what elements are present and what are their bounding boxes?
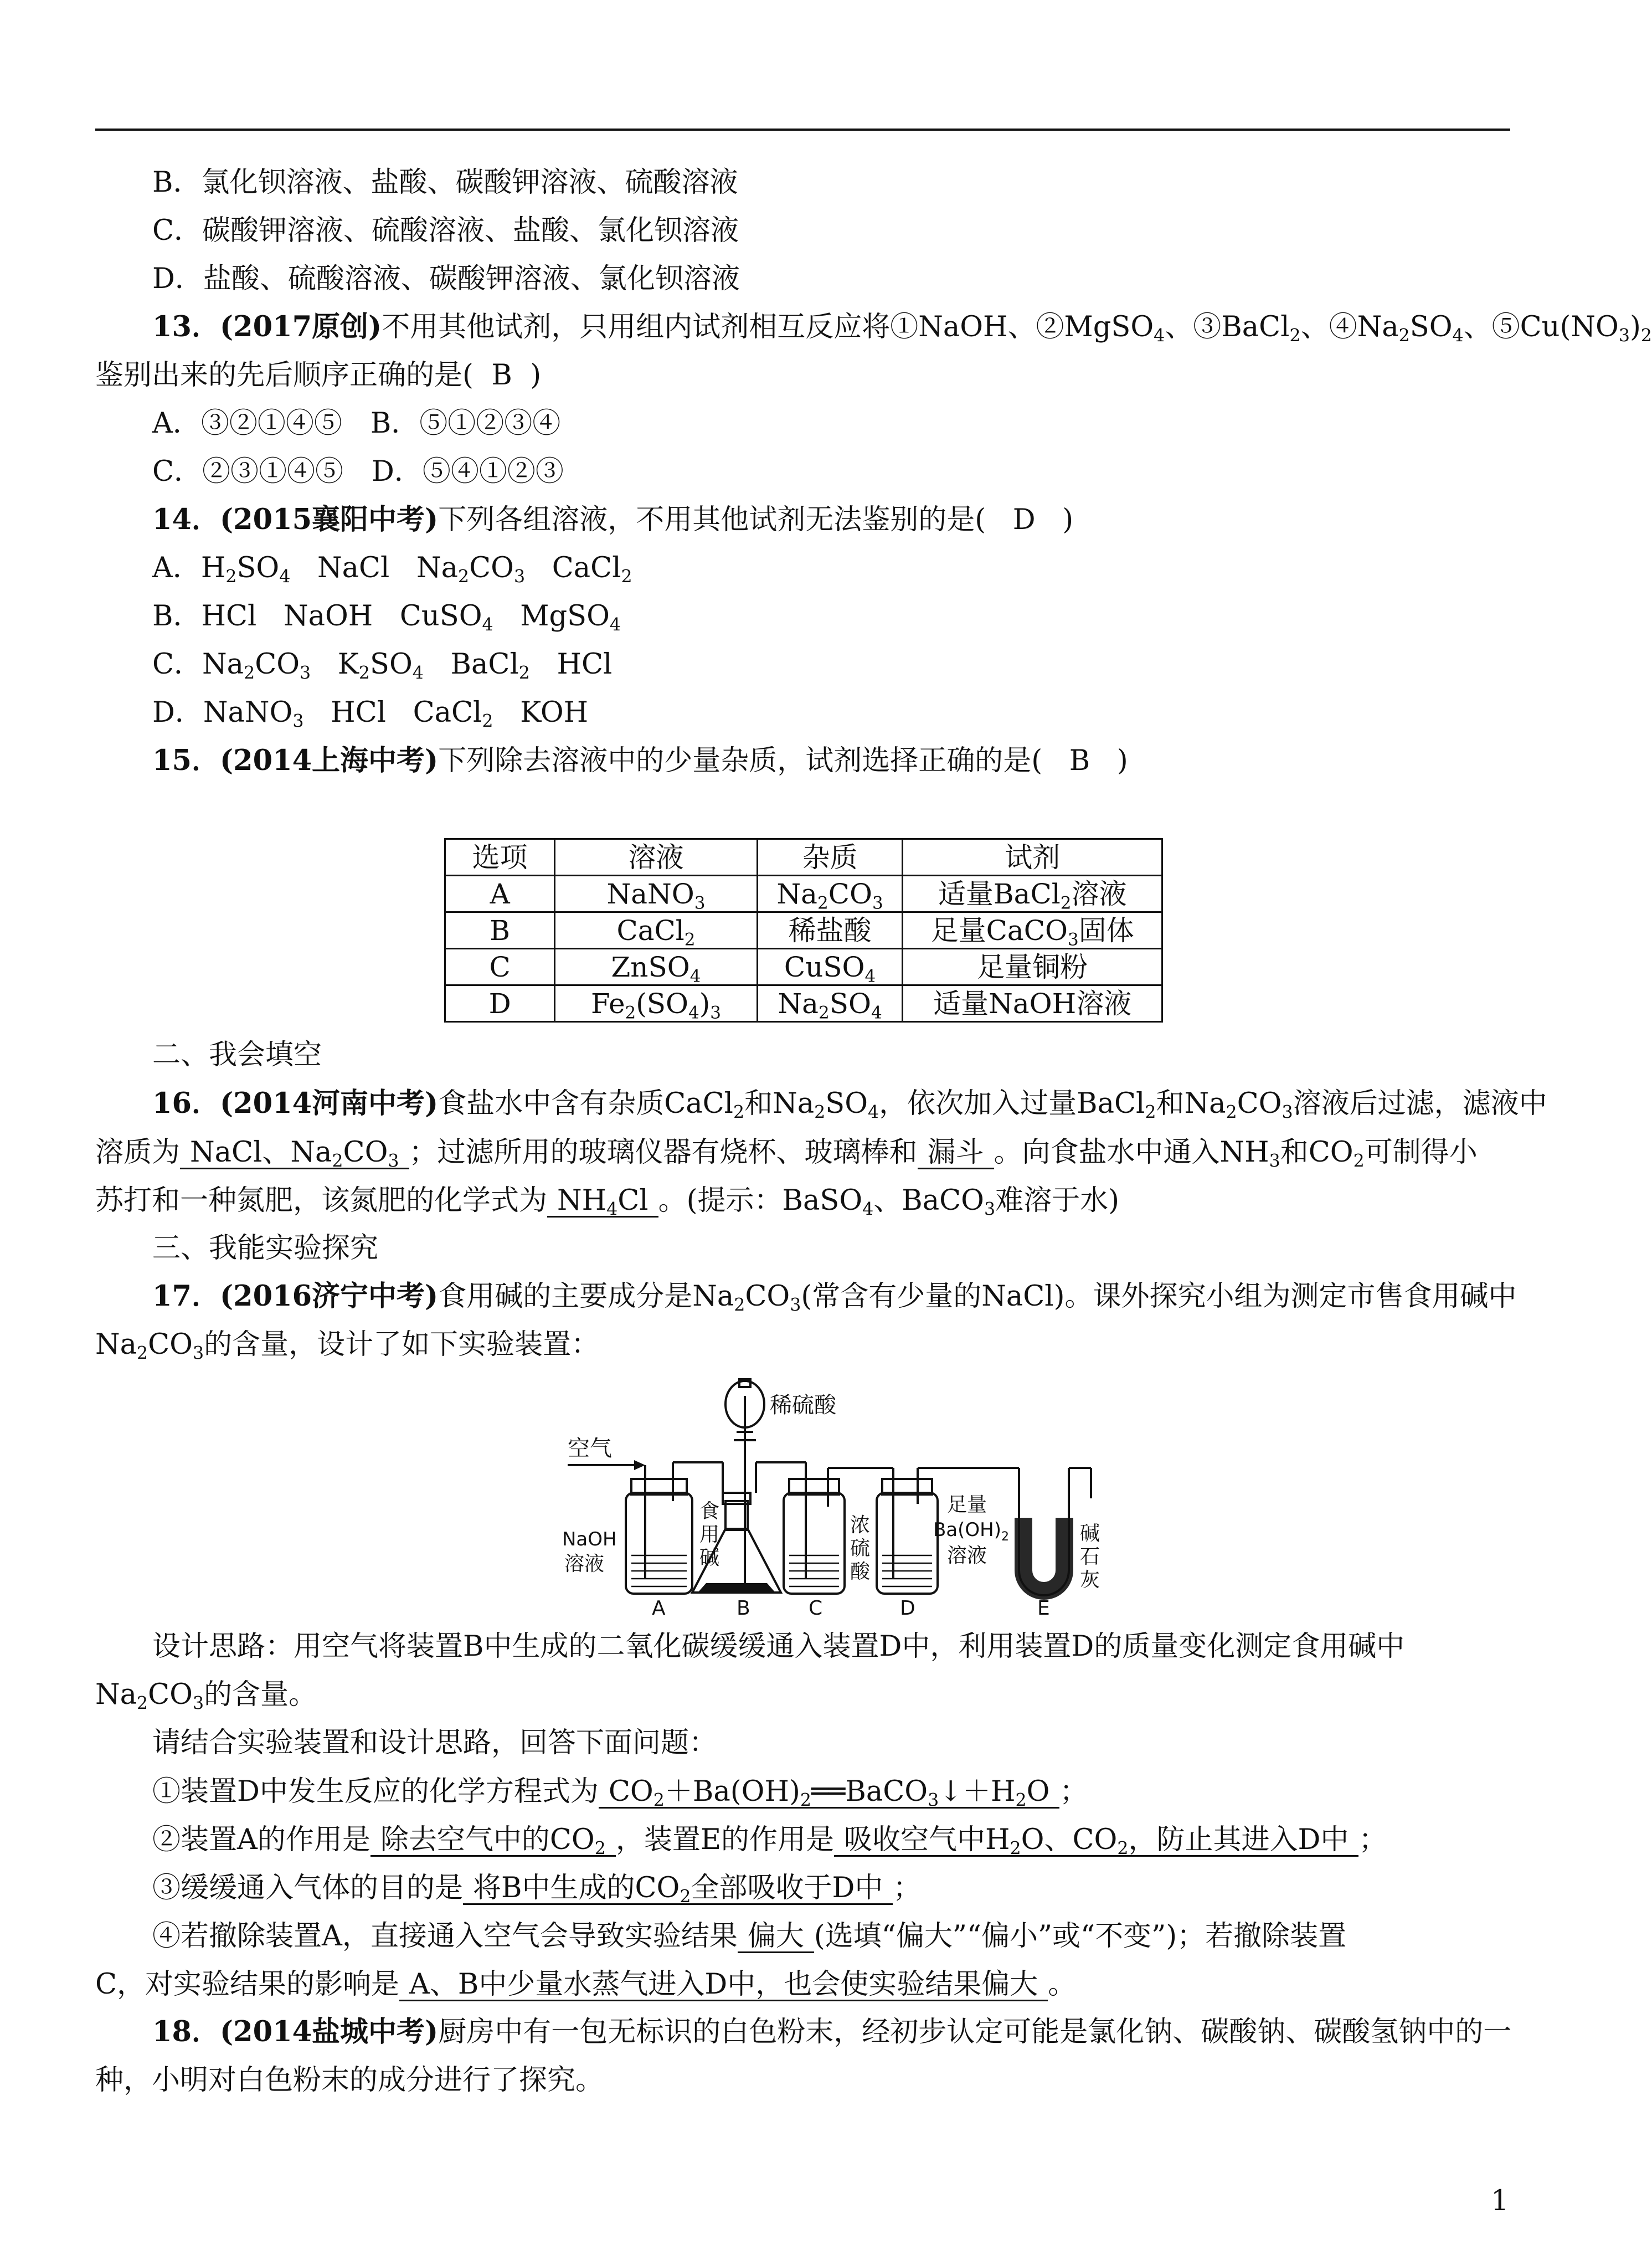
table-cell: 足量CaCO$_3$固体: [903, 912, 1162, 949]
q17-line2: $Na_2CO_3$的含量，设计了如下实验装置：: [95, 1328, 600, 1364]
q14-answer: D: [1012, 504, 1036, 536]
table-cell: C: [445, 949, 555, 985]
q17-prompt: 请结合实验装置和设计思路，回答下面问题：: [152, 1727, 718, 1759]
q18-line2: 种，小明对白色粉末的成分进行了探究。: [95, 2064, 604, 2097]
q17-sub1: ①装置D中发生反应的化学方程式为 $CO_2+Ba(OH)_2══BaCO_3↓+H_2O$ ；: [152, 1775, 1088, 1811]
q18-line1: 18．(2014盐城中考)厨房中有一包无标识的白色粉末，经初步认定可能是氯化钠、碳酸钠、碳酸氢钠中的一: [152, 2015, 1512, 2048]
q16-line3: 苏打和一种氮肥，该氮肥的化学式为 $NH_4Cl$ 。(提示：BaSO$_4$、BaCO$_3$难溶于水): [95, 1184, 1119, 1220]
label-baoh-amount: 足量: [947, 1493, 987, 1516]
label-baoh: $Ba(OH)_2$: [933, 1519, 1010, 1544]
q17-line1: 17．(2016济宁中考)食用碱的主要成分是$Na_2CO_3$(常含有少量的NaCl)。课外探究小组为测定市售食用碱中: [152, 1280, 1517, 1316]
table-cell: 适量NaOH溶液: [903, 985, 1162, 1022]
q17-answer-equation: $CO_2+Ba(OH)_2══BaCO_3↓+H_2O$: [599, 1777, 1059, 1809]
q14-stem: 14．(2015襄阳中考)下列各组溶液，不用其他试剂无法鉴别的是( D ): [152, 503, 1074, 536]
q17-sub4: ④若撤除装置A，直接通入空气会导致实验结果 偏大 (选填“偏大”“偏小”或“不变”)；若撤除装置: [152, 1920, 1347, 1953]
q17-design-line1: 设计思路：用空气将装置B中生成的二氧化碳缓缓通入装置D中，利用装置D的质量变化测定食用碱中: [152, 1630, 1405, 1663]
q16-line1: 16．(2014河南中考)食盐水中含有杂质CaCl$_2$和$Na_2SO_4$，依次加入过量BaCl$_2$和$Na_2CO_3$溶液后过滤，滤液中: [152, 1087, 1547, 1123]
q15-stem: 15．(2014上海中考)下列除去溶液中的少量杂质，试剂选择正确的是( B ): [152, 744, 1128, 777]
q14-option-a: A．$H_2SO_4$ NaCl $Na_2CO_3$ CaCl$_2$: [152, 552, 632, 587]
table-row: [445, 949, 1162, 985]
section-heading-experiment: 三、我能实验探究: [152, 1232, 379, 1265]
q14-option-d: D．NaNO$_3$ HCl CaCl$_2$ KOH: [152, 696, 589, 732]
table-cell: A: [445, 876, 555, 912]
q14-option-b: B．HCl NaOH CuSO$_4$ MgSO$_4$: [152, 600, 621, 635]
label-naoh-solution: 溶液: [564, 1553, 605, 1575]
table-header: 试剂: [903, 839, 1162, 876]
q17-design-line2: $Na_2CO_3$的含量。: [95, 1678, 317, 1714]
q16-answer-fertilizer: $NH_4Cl$: [547, 1186, 658, 1218]
table-header: 杂质: [757, 839, 903, 876]
label-h2so4-2: 硫: [850, 1537, 871, 1560]
label-dilute-acid: 稀硫酸: [770, 1393, 836, 1418]
q17-sub2: ②装置A的作用是 除去空气中的$CO_2$ ，装置E的作用是 吸收空气中$H_2O$、$CO_2$，防止其进入D中 ；: [152, 1824, 1387, 1859]
q12-option-b: B．氯化钡溶液、盐酸、碳酸钾溶液、硫酸溶液: [152, 166, 738, 199]
table-cell: 足量铜粉: [903, 949, 1162, 985]
q17-answer-effect-a: 偏大: [738, 1922, 814, 1953]
table-row: [445, 912, 1162, 949]
table-header: 选项: [445, 839, 555, 876]
q16-answer-solute: NaCl、$Na_2CO_3$: [180, 1138, 409, 1169]
q14-option-c: C．$Na_2CO_3$ $K_2SO_4$ BaCl$_2$ HCl: [152, 648, 613, 684]
q13-stem: 13．(2017原创)不用其他试剂，只用组内试剂相互反应将①NaOH、②MgSO$_4$、③BaCl$_2$、$④Na_2SO_4$、$⑤Cu(NO_3)_2$: [152, 310, 1652, 346]
q13-answer: B: [491, 359, 512, 392]
label-a: A: [652, 1597, 666, 1620]
table-cell: 适量BaCl$_2$溶液: [903, 876, 1162, 912]
label-e: E: [1037, 1597, 1050, 1620]
page-number: 1: [1491, 2185, 1509, 2217]
header-rule: [95, 129, 1510, 131]
label-b: B: [737, 1597, 750, 1620]
q16-answer-funnel: 漏斗: [918, 1138, 994, 1169]
table-cell: CaCl$_2$: [555, 912, 757, 949]
label-soda-1: 食: [699, 1500, 720, 1523]
q17-answer-a-role: 除去空气中的$CO_2$: [370, 1825, 616, 1857]
table-cell: $Fe_2(SO_4)_3$: [555, 985, 757, 1022]
q17-answer-effect-c: A、B中少量水蒸气进入D中，也会使实验结果偏大: [399, 1970, 1048, 2001]
label-soda-3: 碱: [699, 1547, 720, 1569]
table-cell: CuSO$_4$: [757, 949, 903, 985]
q16-line2: 溶质为 NaCl、$Na_2CO_3$ ；过滤所用的玻璃仪器有烧杯、玻璃棒和 漏斗 。向食盐水中通入$NH_3$和$CO_2$可制得小: [95, 1136, 1478, 1172]
table-header: 溶液: [555, 839, 757, 876]
q17-answer-e-role: 吸收空气中$H_2O$、$CO_2$，防止其进入D中: [834, 1825, 1358, 1857]
table-row: [445, 876, 1162, 912]
q17-sub3: ③缓缓通入气体的目的是 将B中生成的$CO_2$全部吸收于D中 ；: [152, 1872, 922, 1907]
apparatus-diagram: [557, 1379, 1110, 1620]
label-d: D: [900, 1597, 915, 1620]
table-cell: 稀盐酸: [757, 912, 903, 949]
label-c: C: [809, 1597, 823, 1620]
q12-option-d: D．盐酸、硫酸溶液、碳酸钾溶液、氯化钡溶液: [152, 263, 740, 295]
table-row: [445, 985, 1162, 1022]
label-lime-2: 石: [1080, 1545, 1100, 1568]
label-h2so4-3: 酸: [850, 1560, 871, 1583]
label-h2so4-1: 浓: [850, 1514, 871, 1537]
table-cell: ZnSO$_4$: [555, 949, 757, 985]
q12-option-c: C．碳酸钾溶液、硫酸溶液、盐酸、氯化钡溶液: [152, 214, 739, 247]
label-naoh: NaOH: [562, 1528, 617, 1550]
label-soda-2: 用: [699, 1523, 720, 1546]
table-header-row: [445, 839, 1162, 876]
table-cell: D: [445, 985, 555, 1022]
label-baoh-solution: 溶液: [947, 1544, 987, 1567]
label-lime-3: 灰: [1080, 1569, 1100, 1591]
label-air: 空气: [568, 1436, 612, 1461]
table-cell: NaNO$_3$: [555, 876, 757, 912]
q15-table: [444, 838, 1163, 1023]
table-cell: B: [445, 912, 555, 949]
table-cell: $Na_2CO_3$: [757, 876, 903, 912]
section-heading-fill-in: 二、我会填空: [152, 1039, 322, 1071]
q17-sub4-line2: C，对实验结果的影响是 A、B中少量水蒸气进入D中，也会使实验结果偏大 。: [95, 1968, 1077, 2001]
q13-options-row1: A．③②①④⑤ B．⑤①②③④: [152, 407, 561, 440]
q15-answer: B: [1069, 744, 1090, 777]
q17-answer-purpose: 将B中生成的$CO_2$全部吸收于D中: [463, 1873, 893, 1905]
q13-options-row2: C．②③①④⑤ D．⑤④①②③: [152, 455, 564, 488]
q13-stem-line2: 鉴别出来的先后顺序正确的是( B ): [95, 359, 542, 392]
table-cell: $Na_2SO_4$: [757, 985, 903, 1022]
label-lime-1: 碱: [1080, 1522, 1100, 1545]
